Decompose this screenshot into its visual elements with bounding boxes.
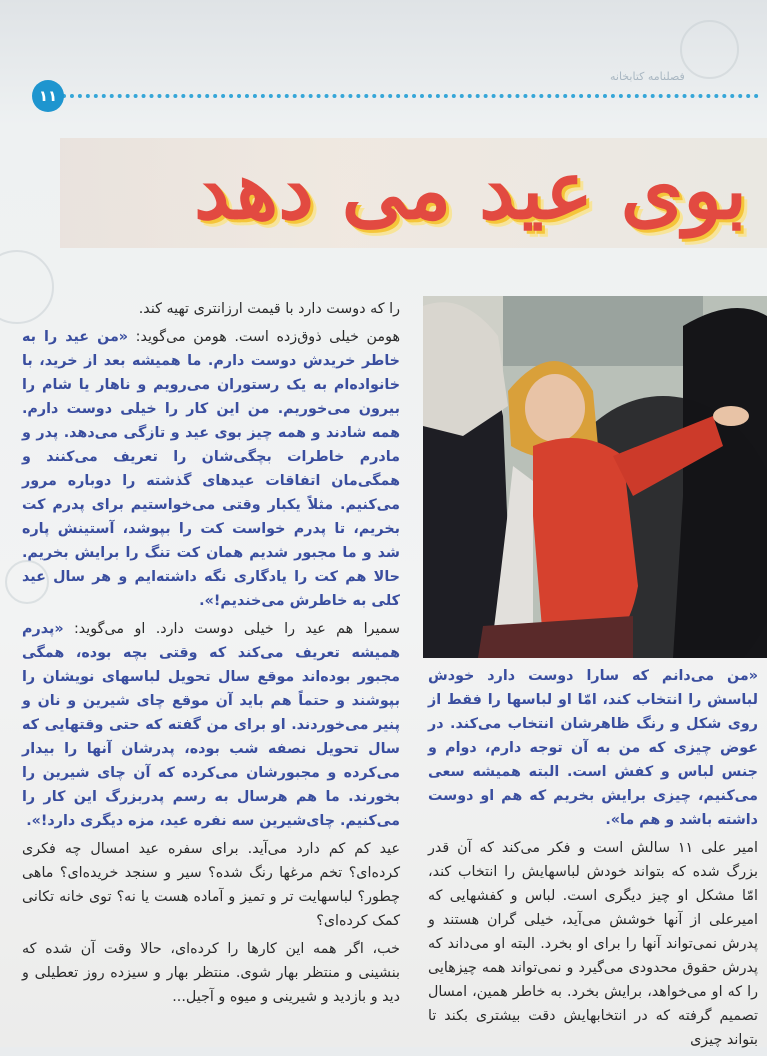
page-title: بوی عید می دهد (194, 143, 747, 237)
body-text: خب، اگر همه این کارها را کرده‌ای، حالا وقت آن شده که بنشینی و منتظر بهار شوی. منتظر بهار و سیزده روز تعطیلی و دید و بازدید و شیرینی و میوه و آجیل... (22, 941, 400, 1005)
left-text-column (22, 297, 400, 1013)
quote-samira: «پدرم همیشه تعریف می‌کند که وقتی بچه بوده، همگی مجبور بوده‌اند موقع سال تحویل لباسهای نویشان را بپوشند و حتماً هم باید آن موقع چای شیرین و نان و پنیر می‌خوردند. او برای من گفته که حتی وقتهایی که سال تحویل نصفه شب بوده، پدرشان آنها را بیدار می‌کرده و مجبورشان می‌کرده که آن چای شیرین را بخورند. ما هم هرسال به رسم پدربزرگ این کار را می‌کنیم. چای‌شیرین سه نفره عید، مزه دیگری دارد!». (22, 621, 400, 829)
body-text: عید کم کم دارد می‌آید. برای سفره عید امسال چه فکری کرده‌ای؟ تخم مرغها رنگ شده؟ سیر و سنجد خریده‌ای؟ ماهی چطور؟ لباسهایت تر و تمیز و آماده هست یا نه؟ توی خانه تکانی کمک کرده‌ای؟ (22, 841, 400, 929)
paragraph (22, 837, 400, 933)
header-faint-text: فصلنامه کتابخانه (610, 70, 685, 83)
paragraph (22, 297, 400, 321)
header-dotted-line (62, 94, 759, 98)
paragraph (22, 937, 400, 1009)
title-banner (60, 138, 767, 253)
paragraph-lead: هومن خیلی ذوق‌زده است. هومن می‌گوید: (135, 329, 400, 345)
paragraph (22, 617, 400, 833)
quote-homan: «من عید را به خاطر خریدش دوست دارم. ما همیشه بعد از خرید، با خانواده‌ام به یک رستوران می‌رویم و ناهار یا شام را بیرون می‌خوریم. من این کار را خیلی دوست دارم. همه شادند و همه چیز بوی عید و تازگی می‌دهد. پدر و مادرم خاطرات بچگی‌شان را تعریف می‌کنند و همگی‌مان اتفاقات عیدهای گذشته را دوباره مرور می‌کنیم. مثلاً یکبار وقتی می‌خواستیم برای پدرم کت بخریم، تا پدرم خواست کت را بپوشد، آستینش پاره شد و ما مجبور شدیم همان کت تنگ را برایش بخریم. حالا هم کت را یادگاری نگه داشته‌ایم و هر سال عید کلی به خاطرش می‌خندیم!». (22, 329, 400, 609)
right-text-column (428, 664, 758, 1056)
body-text: امیر علی ۱۱ سالش است و فکر می‌کند که آن قدر بزرگ شده که بتواند خودش لباسهایش را انتخاب کند، امّا مشکل او چیز دیگری است. لباس و کفشهایی که امیرعلی از آنها خوشش می‌آید، خیلی گران هستند و پدرش نمی‌تواند آنها را برای او بخرد. البته او می‌داند که پدرش حقوق محدودی می‌گیرد و نمی‌تواند همه چیزهایی را که او می‌خواهد، برایش بخرد. به خاطر همین، امسال تصمیم گرفته که در انتخابهایش دقت بیشتری بکند تا بتواند چیزی (428, 840, 758, 1048)
paragraph (428, 836, 758, 1052)
girl-in-red-coat-illustration (423, 296, 767, 658)
quote-parent: «من می‌دانم که سارا دوست دارد خودش لباسش را انتخاب کند، امّا او لباسها را فقط از روی شکل و رنگ ظاهرشان انتخاب می‌کند. در عوض چیزی که من به آن توجه دارم، دوام و جنس لباس و کفش است. البته همیشه سعی می‌کنیم، چیزی برایش بخریم که هم او دوست داشته باشد و هم ما». (428, 668, 758, 828)
background-doodle-circle (680, 20, 739, 79)
paragraph-lead: سمیرا هم عید را خیلی دوست دارد. او می‌گوید: (73, 621, 401, 637)
intro-text: را که دوست دارد با قیمت ارزانتری تهیه کند. (138, 301, 400, 317)
paragraph (428, 664, 758, 832)
paragraph (22, 325, 400, 613)
article-photo (423, 296, 767, 658)
page-number-badge: ۱۱ (32, 80, 64, 112)
